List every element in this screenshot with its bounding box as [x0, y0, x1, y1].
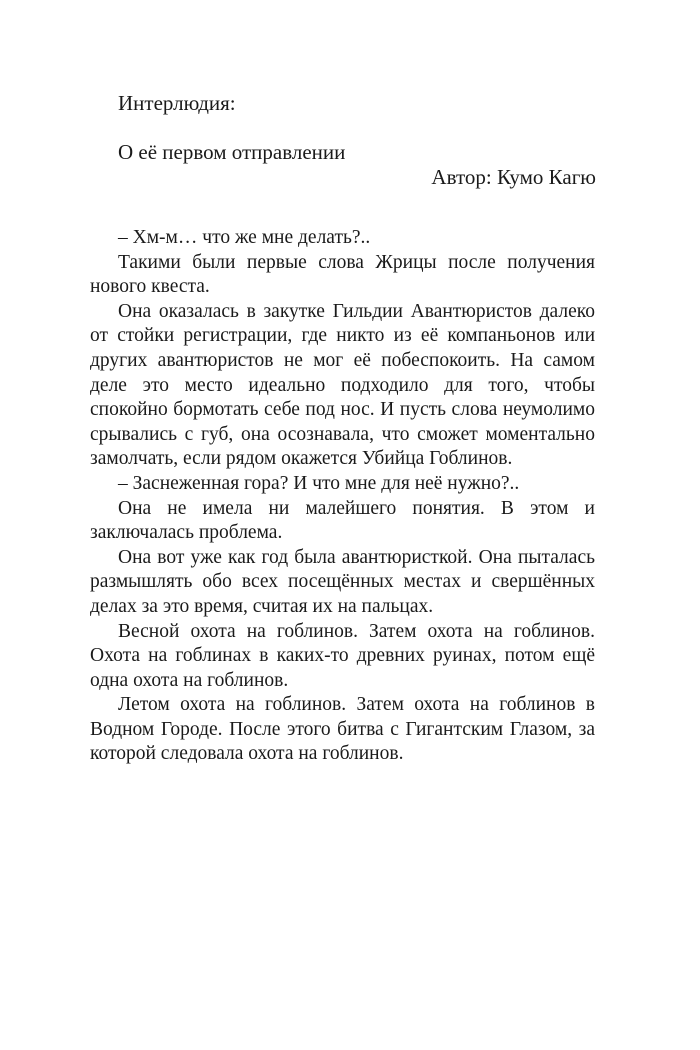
paragraph: – Хм-м… что же мне делать?..: [118, 227, 371, 248]
author-line: Автор: Кумо Кагю: [431, 165, 596, 189]
body-text: [90, 226, 595, 767]
paragraph: Она оказалась в закутке Гильдии Авантюристов далеко от стойки регистрации, где никто из её компаньонов или других авантюристов не мог её побеспокоить. На самом деле это место идеально подходило для того, чтобы спокойно бормотать себе под нос. И пусть слова неумолимо срывались с губ, она осознавала, что сможет моментально замолчать, если рядом окажется Убийца Гоблинов.: [90, 300, 595, 470]
paragraph: Летом охота на гоблинов. Затем охота на гоблинов в Водном Городе. После этого битва с Гигантским Глазом, за которой следовала охота на гоблинов.: [90, 694, 595, 765]
paragraph: Она не имела ни малейшего понятия. В этом и заключалась проблема.: [90, 497, 595, 544]
paragraph: Такими были первые слова Жрицы после получения нового квеста.: [90, 251, 595, 298]
chapter-title: О её первом отправлении: [118, 140, 346, 164]
paragraph: Она вот уже как год была авантюристкой. Она пыталась размышлять обо всех посещённых местах и свершённых делах за это время, считая их на пальцах.: [90, 546, 595, 617]
paragraph: Весной охота на гоблинов. Затем охота на гоблинов. Охота на гоблинах в каких-то древних руинах, потом ещё одна охота на гоблинов.: [90, 620, 595, 691]
paragraph: – Заснеженная гора? И что мне для неё нужно?..: [118, 472, 520, 494]
section-heading: Интерлюдия:: [118, 91, 236, 115]
